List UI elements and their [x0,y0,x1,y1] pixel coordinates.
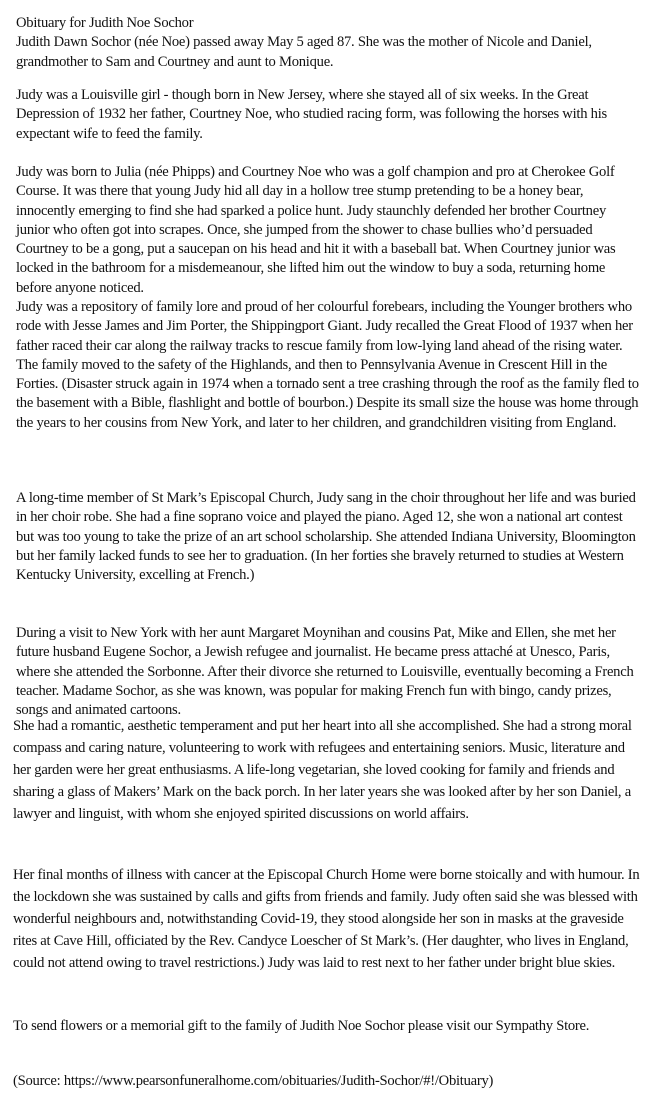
header-block [16,14,641,72]
intro-paragraph: Judith Dawn Sochor (née Noe) passed away May 5 aged 87. She was the mother of Nicole and Daniel, grandmother to Sam and Courtney and aunt to Monique. [16,34,592,70]
paragraph-sympathy-store: To send flowers or a memorial gift to the family of Judith Noe Sochor please visit our Sympathy Store. [13,1018,590,1034]
paragraph-character: She had a romantic, aesthetic temperament and put her heart into all she accomplished. She had a strong moral compass and caring nature, volunteering to work with refugees and entertaining seniors. Music, literature and her garden were her great enthusiasms. A life-long vegetarian, she loved cooking for family and friends and sharing a glass of Makers’ Mark on the back porch. In her later years she was looked after by her son Daniel, a lawyer and linguist, with whom she enjoyed spirited discussions on world affairs. [13,718,632,822]
paragraph-marriage-career: During a visit to New York with her aunt Margaret Moynihan and cousins Pat, Mike and Ellen, she met her future husband Eugene Sochor, a Jewish refugee and journalist. He became press attaché at Unesco, Paris, where she attended the Sorbonne. After their divorce she returned to Louisville, eventually becoming a French teacher. Madame Sochor, as she was known, was popular for making French fun with bingo, candy prizes, songs and animated cartoons. [16,625,634,719]
paragraph-early-life: Judy was a Louisville girl - though born in New Jersey, where she stayed all of six weeks. In the Great Depression of 1932 her father, Courtney Noe, who studied racing form, was following the horses with his expectant wife to feed the family. [16,87,607,142]
paragraph-family-lore: Judy was a repository of family lore and proud of her colourful forebears, including the Younger brothers who rode with Jesse James and Jim Porter, the Shippingport Giant. Judy recalled the Great Flood of 1937 when her father raced their car along the railway tracks to rescue family from low-lying land ahead of the rising water. The family moved to the safety of the Highlands, and then to Pennsylvania Avenue in Crescent Hill in the Forties. (Disaster struck again in 1974 when a tornado sent a tree crashing through the roof as the family fled to the basement with a Bible, flashlight and bottle of bourbon.) Despite its small size the house was home through the years to her cousins from New York, and later to her children, and grandchildren visiting from England. [16,299,639,431]
paragraph-childhood: Judy was born to Julia (née Phipps) and Courtney Noe who was a golf champion and pro at Cherokee Golf Course. It was there that young Judy hid all day in a hollow tree stump pretending to be a honey bear, innocently emerging to find she had sparked a police hunt. Judy staunchly defended her brother Courtney junior who often got into scrapes. Once, she jumped from the shower to chase bullies who’d persuaded Courtney to be a gong, put a saucepan on his head and hit it with a baseball bat. When Courtney junior was locked in the bathroom for a misdemeanour, she lifted him out the window to buy a soda, returning home before anyone noticed. [16,164,616,296]
paragraph-church-education: A long-time member of St Mark’s Episcopal Church, Judy sang in the choir throughout her life and was buried in her choir robe. She had a fine soprano voice and played the piano. Aged 12, she won a national art contest but was too young to take the prize of an art school scholarship. She attended Indiana University, Bloomington but her family lacked funds to see her to graduation. (In her forties she bravely returned to studies at Western Kentucky University, excelling at French.) [16,490,636,584]
document-title: Obituary for Judith Noe Sochor [16,15,194,31]
source-citation: (Source: https://www.pearsonfuneralhome.com/obituaries/Judith-Sochor/#!/Obituary) [13,1073,494,1089]
paragraph-final-months: Her final months of illness with cancer at the Episcopal Church Home were borne stoically and with humour. In the lockdown she was sustained by calls and gifts from friends and family. Judy often said she was blessed with wonderful neighbours and, notwithstanding Covid-19, they stood alongside her son in masks at the graveside rites at Cave Hill, officiated by the Rev. Candyce Loescher of St Mark’s. (Her daughter, who lives in England, could not attend owing to travel restrictions.) Judy was laid to rest next to her father under bright blue skies. [13,867,640,971]
